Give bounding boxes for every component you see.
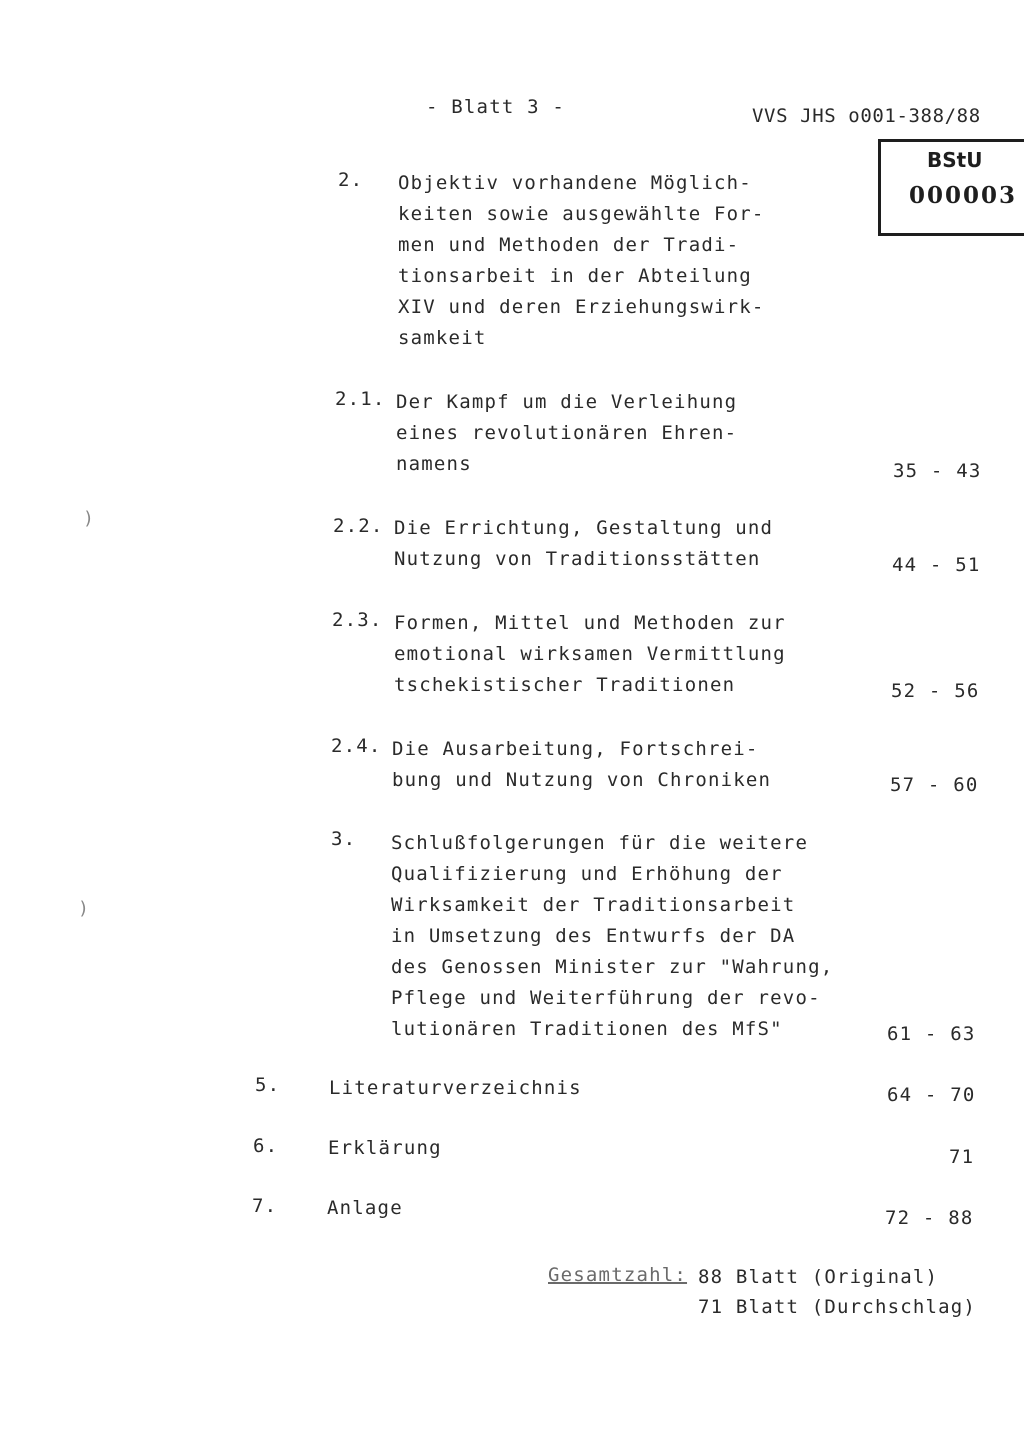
toc-entry-line: in Umsetzung des Entwurfs der DA xyxy=(391,925,796,947)
toc-entry-line: Pflege und Weiterführung der revo- xyxy=(391,987,821,1009)
toc-entry-line: eines revolutionären Ehren- xyxy=(396,422,738,444)
toc-entry-line: XIV und deren Erziehungswirk- xyxy=(398,296,765,318)
toc-entry-line: bung und Nutzung von Chroniken xyxy=(392,769,772,791)
toc-entry-line: keiten sowie ausgewählte For- xyxy=(398,203,765,225)
toc-entry-pages: 52 - 56 xyxy=(891,680,980,702)
toc-entry-number: 2.4. xyxy=(331,735,382,757)
toc-entry-text: Erklärung xyxy=(328,1137,442,1159)
toc-entry-pages: 71 xyxy=(949,1146,975,1168)
total-label: Gesamtzahl: xyxy=(548,1264,688,1286)
toc-entry-number: 7. xyxy=(252,1195,278,1217)
punch-mark: ) xyxy=(83,508,94,529)
toc-entry-line: Der Kampf um die Verleihung xyxy=(396,391,738,413)
toc-entry-line: namens xyxy=(396,453,472,475)
toc-entry-pages: 64 - 70 xyxy=(887,1084,976,1106)
toc-entry-line: Objektiv vorhandene Möglich- xyxy=(398,172,752,194)
total-original: 88 Blatt (Original) xyxy=(698,1266,939,1288)
toc-entry-line: Formen, Mittel und Methoden zur xyxy=(394,612,786,634)
toc-entry-line: Nutzung von Traditionsstätten xyxy=(394,548,761,570)
document-reference: VVS JHS o001-388/88 xyxy=(752,105,981,127)
toc-entry-line: Schlußfolgerungen für die weitere xyxy=(391,832,809,854)
toc-entry-pages: 61 - 63 xyxy=(887,1023,976,1045)
toc-entry-number: 2. xyxy=(338,169,364,191)
toc-entry-line: tionsarbeit in der Abteilung xyxy=(398,265,752,287)
toc-entry-number: 2.3. xyxy=(332,609,383,631)
toc-entry-line: des Genossen Minister zur "Wahrung, xyxy=(391,956,834,978)
toc-entry-number: 5. xyxy=(255,1074,281,1096)
toc-entry-pages: 57 - 60 xyxy=(890,774,979,796)
archive-stamp xyxy=(878,139,1024,236)
toc-entry-number: 2.1. xyxy=(335,388,386,410)
toc-entry-pages: 72 - 88 xyxy=(885,1207,974,1229)
page-header-blatt: - Blatt 3 - xyxy=(426,96,566,118)
toc-entry-line: Die Errichtung, Gestaltung und xyxy=(394,517,774,539)
punch-mark: ) xyxy=(78,898,89,919)
toc-entry-line: Die Ausarbeitung, Fortschrei- xyxy=(392,738,759,760)
total-copy: 71 Blatt (Durchschlag) xyxy=(698,1296,977,1318)
toc-entry-number: 2.2. xyxy=(333,515,384,537)
toc-entry-line: emotional wirksamen Vermittlung xyxy=(394,643,786,665)
toc-entry-line: Wirksamkeit der Traditionsarbeit xyxy=(391,894,796,916)
stamp-label: BStU xyxy=(927,148,983,172)
toc-entry-line: samkeit xyxy=(398,327,487,349)
toc-entry-pages: 44 - 51 xyxy=(892,554,981,576)
toc-entry-line: men und Methoden der Tradi- xyxy=(398,234,740,256)
toc-entry-line: tschekistischer Traditionen xyxy=(394,674,736,696)
toc-entry-text: Anlage xyxy=(327,1197,403,1219)
toc-entry-number: 3. xyxy=(331,828,357,850)
toc-entry-line: lutionären Traditionen des MfS" xyxy=(391,1018,783,1040)
toc-entry-line: Qualifizierung und Erhöhung der xyxy=(391,863,783,885)
toc-entry-pages: 35 - 43 xyxy=(893,460,982,482)
toc-entry-text: Literaturverzeichnis xyxy=(329,1077,582,1099)
toc-entry-number: 6. xyxy=(253,1135,279,1157)
stamp-number: 000003 xyxy=(909,182,1018,209)
